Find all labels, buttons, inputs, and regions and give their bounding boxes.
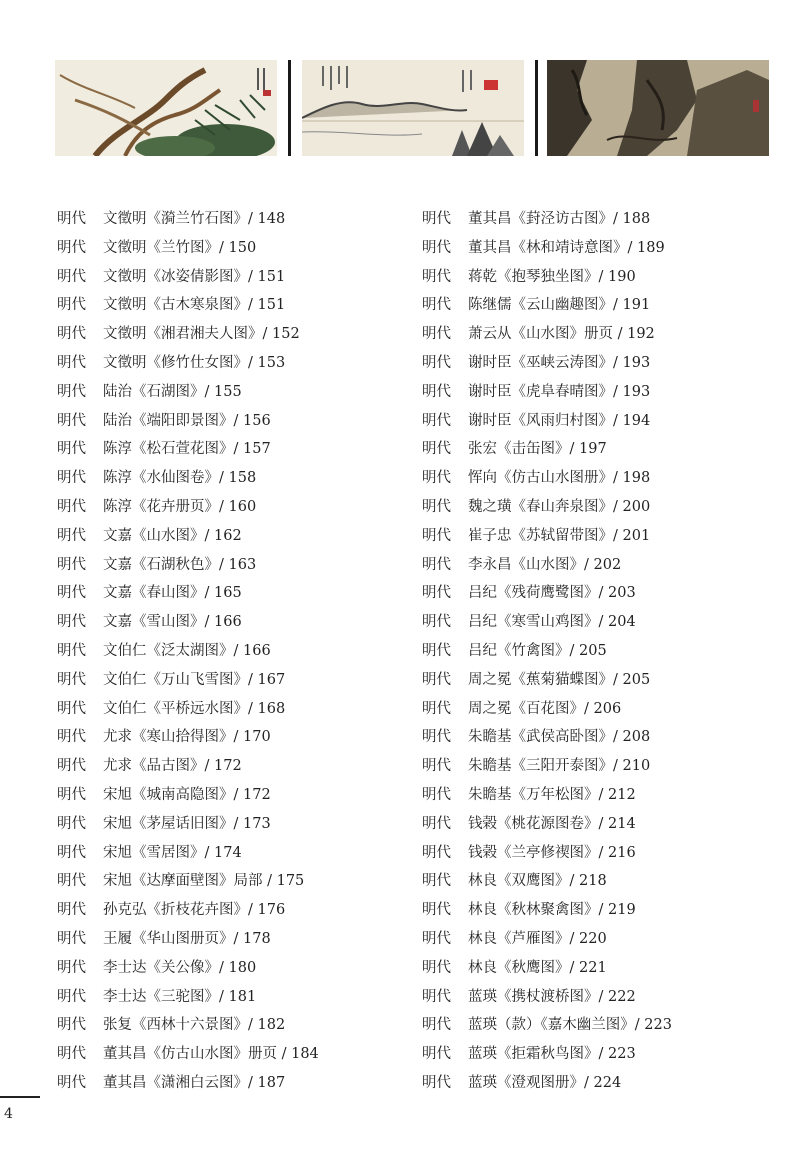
entry-title: 钱榖《兰亭修禊图》/ 216 bbox=[468, 844, 636, 861]
entry-dynasty: 明代 bbox=[57, 844, 86, 861]
entry-title: 文嘉《雪山图》/ 166 bbox=[103, 614, 242, 631]
toc-entry bbox=[422, 263, 782, 292]
toc-entry bbox=[422, 983, 782, 1012]
toc-entry bbox=[422, 493, 782, 522]
entry-dynasty: 明代 bbox=[57, 1017, 86, 1034]
entry-title: 尤求《寒山拾得图》/ 170 bbox=[103, 729, 271, 746]
entry-dynasty: 明代 bbox=[57, 297, 86, 314]
entry-dynasty: 明代 bbox=[57, 527, 86, 544]
toc-entry bbox=[57, 263, 407, 292]
entry-title: 李士达《关公像》/ 180 bbox=[103, 959, 257, 976]
page-number-rule bbox=[0, 1096, 40, 1098]
entry-title: 文伯仁《泛太湖图》/ 166 bbox=[103, 642, 271, 659]
entry-title: 文徵明《兰竹图》/ 150 bbox=[103, 239, 257, 256]
entry-dynasty: 明代 bbox=[57, 441, 86, 458]
banner-painting-1 bbox=[55, 60, 277, 156]
entry-dynasty: 明代 bbox=[57, 902, 86, 919]
entry-title: 蓝瑛《拒霜秋鸟图》/ 223 bbox=[468, 1046, 636, 1063]
entry-dynasty: 明代 bbox=[422, 902, 451, 919]
entry-title: 崔子忠《苏轼留带图》/ 201 bbox=[468, 527, 651, 544]
entry-title: 吕纪《残荷鹰鹭图》/ 203 bbox=[468, 585, 636, 602]
entry-title: 恽向《仿古山水图册》/ 198 bbox=[468, 470, 651, 487]
toc-entry bbox=[422, 695, 782, 724]
entry-title: 文徵明《湘君湘夫人图》/ 152 bbox=[103, 326, 300, 343]
entry-title: 陆治《端阳即景图》/ 156 bbox=[103, 412, 271, 429]
entry-dynasty: 明代 bbox=[57, 383, 86, 400]
entry-dynasty: 明代 bbox=[57, 988, 86, 1005]
page-number: 4 bbox=[4, 1106, 13, 1122]
toc-entry bbox=[57, 493, 407, 522]
toc-entry bbox=[422, 867, 782, 896]
entry-dynasty: 明代 bbox=[422, 211, 451, 227]
entry-title: 林良《芦雁图》/ 220 bbox=[468, 930, 607, 947]
entry-dynasty: 明代 bbox=[422, 758, 451, 775]
toc-entry bbox=[422, 954, 782, 983]
entry-title: 李士达《三驼图》/ 181 bbox=[103, 988, 257, 1005]
toc-entry bbox=[57, 896, 407, 925]
entry-title: 文嘉《山水图》/ 162 bbox=[103, 527, 242, 544]
river-landscape-painting bbox=[302, 60, 524, 156]
toc-entry bbox=[57, 378, 407, 407]
entry-title: 魏之璜《春山奔泉图》/ 200 bbox=[468, 498, 651, 515]
toc-entry bbox=[422, 579, 782, 608]
entry-title: 周之冕《蕉菊猫蝶图》/ 205 bbox=[468, 671, 651, 688]
entry-title: 林良《秋鹰图》/ 221 bbox=[468, 959, 607, 976]
toc-entry bbox=[422, 464, 782, 493]
entry-dynasty: 明代 bbox=[422, 1074, 451, 1091]
entry-dynasty: 明代 bbox=[57, 556, 86, 573]
entry-title: 文徵明《冰姿倩影图》/ 151 bbox=[103, 268, 286, 285]
entry-title: 林良《双鹰图》/ 218 bbox=[468, 873, 607, 890]
entry-dynasty: 明代 bbox=[57, 354, 86, 371]
toc-entry bbox=[57, 781, 407, 810]
entry-title: 朱瞻基《万年松图》/ 212 bbox=[468, 786, 636, 803]
toc-entry bbox=[422, 839, 782, 868]
entry-dynasty: 明代 bbox=[422, 527, 451, 544]
banner-painting-2 bbox=[302, 60, 524, 156]
entry-dynasty: 明代 bbox=[57, 729, 86, 746]
entry-title: 钱榖《桃花源图卷》/ 214 bbox=[468, 815, 636, 832]
entry-dynasty: 明代 bbox=[57, 1046, 86, 1063]
entry-dynasty: 明代 bbox=[422, 671, 451, 688]
entry-title: 尤求《品古图》/ 172 bbox=[103, 758, 242, 775]
entry-title: 谢时臣《风雨归村图》/ 194 bbox=[468, 412, 651, 429]
toc-entry bbox=[57, 695, 407, 724]
entry-dynasty: 明代 bbox=[57, 268, 86, 285]
entry-title: 萧云从《山水图》册页 / 192 bbox=[468, 326, 655, 343]
entry-title: 董其昌《仿古山水图》册页 / 184 bbox=[103, 1046, 319, 1063]
entry-title: 陆治《石湖图》/ 155 bbox=[103, 383, 242, 400]
entry-title: 文伯仁《平桥远水图》/ 168 bbox=[103, 700, 286, 717]
mountain-landscape-painting bbox=[547, 60, 769, 156]
toc-entry bbox=[57, 435, 407, 464]
toc-left-column bbox=[57, 205, 407, 1098]
toc-entry bbox=[57, 983, 407, 1012]
toc-entry bbox=[57, 522, 407, 551]
entry-dynasty: 明代 bbox=[422, 642, 451, 659]
entry-title: 蓝瑛（款）《嘉木幽兰图》/ 223 bbox=[468, 1017, 672, 1034]
toc-entry bbox=[57, 551, 407, 580]
entry-dynasty: 明代 bbox=[57, 959, 86, 976]
toc-entry bbox=[57, 608, 407, 637]
entry-title: 文嘉《春山图》/ 165 bbox=[103, 585, 242, 602]
entry-title: 张复《西林十六景图》/ 182 bbox=[103, 1017, 286, 1034]
entry-title: 林良《秋林聚禽图》/ 219 bbox=[468, 902, 636, 919]
toc-entry bbox=[422, 896, 782, 925]
toc-right-column bbox=[422, 205, 782, 1098]
entry-dynasty: 明代 bbox=[422, 326, 451, 343]
toc-entry bbox=[422, 1040, 782, 1069]
entry-title: 孙克弘《折枝花卉图》/ 176 bbox=[103, 902, 286, 919]
toc-entry bbox=[422, 810, 782, 839]
toc-entry bbox=[422, 666, 782, 695]
toc-entry bbox=[422, 551, 782, 580]
entry-title: 李永昌《山水图》/ 202 bbox=[468, 556, 622, 573]
entry-title: 宋旭《雪居图》/ 174 bbox=[103, 844, 242, 861]
entry-dynasty: 明代 bbox=[422, 959, 451, 976]
entry-title: 文徵明《漪兰竹石图》/ 148 bbox=[103, 211, 286, 227]
entry-dynasty: 明代 bbox=[422, 873, 451, 890]
entry-dynasty: 明代 bbox=[422, 729, 451, 746]
entry-dynasty: 明代 bbox=[422, 268, 451, 285]
entry-title: 蒋乾《抱琴独坐图》/ 190 bbox=[468, 268, 636, 285]
entry-dynasty: 明代 bbox=[422, 297, 451, 314]
banner-painting-3 bbox=[547, 60, 769, 156]
entry-dynasty: 明代 bbox=[422, 700, 451, 717]
toc-entry bbox=[57, 666, 407, 695]
entry-title: 朱瞻基《武侯高卧图》/ 208 bbox=[468, 729, 651, 746]
entry-title: 谢时臣《巫峡云涛图》/ 193 bbox=[468, 354, 651, 371]
entry-dynasty: 明代 bbox=[422, 556, 451, 573]
entry-title: 文伯仁《万山飞雪图》/ 167 bbox=[103, 671, 286, 688]
toc-entry bbox=[57, 810, 407, 839]
toc-entry bbox=[57, 291, 407, 320]
entry-title: 吕纪《竹禽图》/ 205 bbox=[468, 642, 607, 659]
toc-entry bbox=[57, 1040, 407, 1069]
entry-dynasty: 明代 bbox=[57, 786, 86, 803]
entry-dynasty: 明代 bbox=[57, 585, 86, 602]
toc-entry bbox=[57, 839, 407, 868]
toc-entry bbox=[57, 752, 407, 781]
toc-entry bbox=[422, 378, 782, 407]
entry-dynasty: 明代 bbox=[422, 239, 451, 256]
entry-dynasty: 明代 bbox=[57, 326, 86, 343]
entry-dynasty: 明代 bbox=[422, 412, 451, 429]
entry-title: 陈继儒《云山幽趣图》/ 191 bbox=[468, 297, 651, 314]
toc-entry bbox=[422, 349, 782, 378]
toc-entry bbox=[57, 205, 407, 234]
entry-dynasty: 明代 bbox=[57, 642, 86, 659]
toc-entry bbox=[57, 867, 407, 896]
toc-entry bbox=[57, 723, 407, 752]
entry-dynasty: 明代 bbox=[57, 470, 86, 487]
entry-title: 朱瞻基《三阳开泰图》/ 210 bbox=[468, 758, 651, 775]
entry-dynasty: 明代 bbox=[57, 1074, 86, 1091]
entry-dynasty: 明代 bbox=[57, 239, 86, 256]
entry-dynasty: 明代 bbox=[57, 815, 86, 832]
entry-dynasty: 明代 bbox=[422, 585, 451, 602]
orchid-rock-painting bbox=[55, 60, 277, 156]
toc-entry bbox=[422, 781, 782, 810]
entry-title: 宋旭《城南高隐图》/ 172 bbox=[103, 786, 271, 803]
entry-dynasty: 明代 bbox=[422, 815, 451, 832]
toc-entry bbox=[57, 320, 407, 349]
entry-title: 张宏《击缶图》/ 197 bbox=[468, 441, 607, 458]
toc-entry bbox=[422, 407, 782, 436]
toc-entry bbox=[422, 435, 782, 464]
entry-title: 文嘉《石湖秋色》/ 163 bbox=[103, 556, 257, 573]
entry-dynasty: 明代 bbox=[57, 873, 86, 890]
entry-dynasty: 明代 bbox=[422, 1017, 451, 1034]
entry-title: 董其昌《葑泾访古图》/ 188 bbox=[468, 211, 651, 227]
banner-divider bbox=[535, 60, 538, 156]
banner-divider bbox=[288, 60, 291, 156]
toc-entry bbox=[57, 1069, 407, 1098]
toc-entry bbox=[422, 234, 782, 263]
toc-entry bbox=[422, 1011, 782, 1040]
entry-dynasty: 明代 bbox=[422, 470, 451, 487]
entry-dynasty: 明代 bbox=[57, 700, 86, 717]
entry-title: 董其昌《潇湘白云图》/ 187 bbox=[103, 1074, 286, 1091]
entry-title: 蓝瑛《澄观图册》/ 224 bbox=[468, 1074, 622, 1091]
toc-entry bbox=[57, 637, 407, 666]
toc-entry bbox=[57, 925, 407, 954]
entry-dynasty: 明代 bbox=[57, 930, 86, 947]
entry-dynasty: 明代 bbox=[422, 441, 451, 458]
toc-entry bbox=[57, 464, 407, 493]
entry-title: 陈淳《花卉册页》/ 160 bbox=[103, 498, 257, 515]
toc-entry bbox=[422, 637, 782, 666]
toc-entry bbox=[422, 205, 782, 234]
entry-title: 陈淳《松石萱花图》/ 157 bbox=[103, 441, 271, 458]
toc-entry bbox=[422, 752, 782, 781]
entry-dynasty: 明代 bbox=[422, 786, 451, 803]
entry-title: 吕纪《寒雪山鸡图》/ 204 bbox=[468, 614, 636, 631]
toc-entry bbox=[57, 234, 407, 263]
entry-dynasty: 明代 bbox=[422, 354, 451, 371]
entry-title: 董其昌《林和靖诗意图》/ 189 bbox=[468, 239, 665, 256]
toc-entry bbox=[422, 723, 782, 752]
entry-title: 周之冕《百花图》/ 206 bbox=[468, 700, 622, 717]
entry-title: 宋旭《达摩面壁图》局部 / 175 bbox=[103, 873, 305, 890]
entry-dynasty: 明代 bbox=[57, 412, 86, 429]
toc-entry bbox=[57, 579, 407, 608]
entry-dynasty: 明代 bbox=[57, 671, 86, 688]
toc-entry bbox=[422, 925, 782, 954]
entry-title: 文徵明《修竹仕女图》/ 153 bbox=[103, 354, 286, 371]
toc-entry bbox=[57, 349, 407, 378]
toc-entry bbox=[57, 407, 407, 436]
entry-dynasty: 明代 bbox=[57, 614, 86, 631]
entry-dynasty: 明代 bbox=[422, 844, 451, 861]
entry-dynasty: 明代 bbox=[422, 930, 451, 947]
entry-title: 文徵明《古木寒泉图》/ 151 bbox=[103, 297, 286, 314]
entry-dynasty: 明代 bbox=[422, 1046, 451, 1063]
entry-dynasty: 明代 bbox=[57, 211, 86, 227]
entry-dynasty: 明代 bbox=[57, 498, 86, 515]
entry-dynasty: 明代 bbox=[422, 498, 451, 515]
toc-entry bbox=[422, 1069, 782, 1098]
toc-entry bbox=[422, 608, 782, 637]
entry-dynasty: 明代 bbox=[422, 614, 451, 631]
toc-entry bbox=[422, 320, 782, 349]
entry-dynasty: 明代 bbox=[422, 988, 451, 1005]
entry-title: 谢时臣《虎阜春晴图》/ 193 bbox=[468, 383, 651, 400]
toc-entry bbox=[57, 1011, 407, 1040]
entry-dynasty: 明代 bbox=[422, 383, 451, 400]
entry-title: 陈淳《水仙图卷》/ 158 bbox=[103, 470, 257, 487]
entry-title: 宋旭《茅屋话旧图》/ 173 bbox=[103, 815, 271, 832]
entry-title: 蓝瑛《携杖渡桥图》/ 222 bbox=[468, 988, 636, 1005]
toc-entry bbox=[57, 954, 407, 983]
toc-entry bbox=[422, 291, 782, 320]
entry-dynasty: 明代 bbox=[57, 758, 86, 775]
toc-entry bbox=[422, 522, 782, 551]
entry-title: 王履《华山图册页》/ 178 bbox=[103, 930, 271, 947]
